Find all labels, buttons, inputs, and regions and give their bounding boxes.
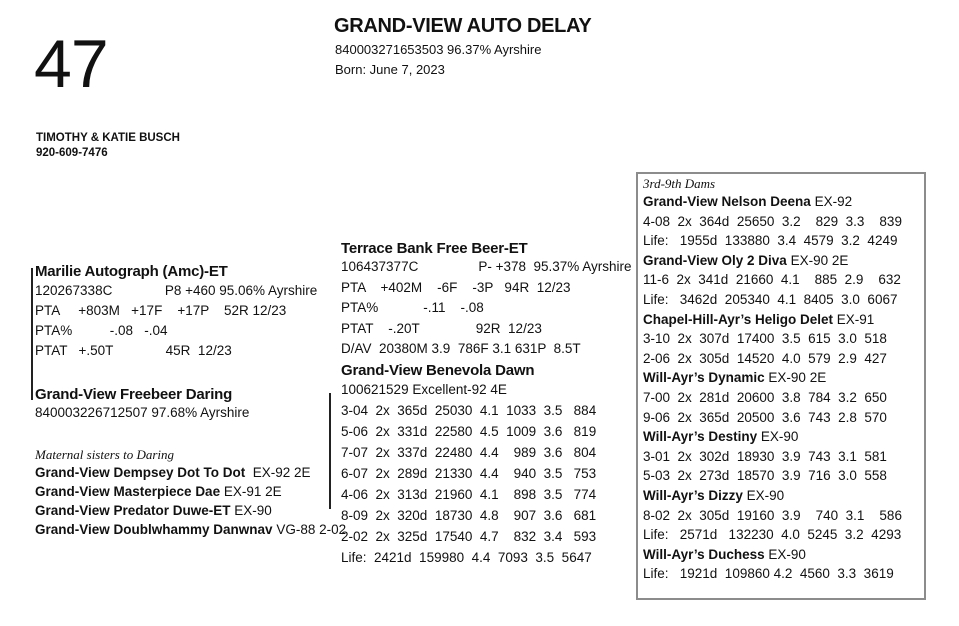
- dams-sire-line: PTA +402M -6F -3P 94R 12/23: [341, 279, 571, 295]
- animal-name: GRAND-VIEW AUTO DELAY: [334, 15, 592, 37]
- sire-line: PTAT +.50T 45R 12/23: [35, 343, 232, 358]
- dams-sire-line: PTAT -.20T 92R 12/23: [341, 320, 542, 336]
- sire-name: Marilie Autograph (Amc)-ET: [35, 263, 228, 280]
- second-dam-id-line: 100621529 Excellent-92 4E: [341, 382, 507, 397]
- sister-score: EX-92 2E: [245, 465, 311, 480]
- record-row: 2-06 2x 305d 14520 4.0 579 2.9 427: [643, 350, 887, 366]
- dam-entry-score: EX-90 2E: [786, 252, 849, 268]
- sister-name: Grand-View Predator Duwe-ET: [35, 503, 231, 518]
- dam-entry-score: EX-90: [757, 429, 799, 445]
- record-row: 5-03 2x 273d 18570 3.9 716 3.0 558: [643, 468, 887, 484]
- animal-born: Born: June 7, 2023: [335, 62, 445, 77]
- owner-phone: 920-609-7476: [36, 147, 108, 159]
- animal-id-line: 840003271653503 96.37% Ayrshire: [335, 42, 542, 57]
- record-row: 5-06 2x 331d 22580 4.5 1009 3.6 819: [341, 424, 597, 439]
- record-row: 3-04 2x 365d 25030 4.1 1033 3.5 884: [341, 403, 597, 418]
- dam-entry-score: EX-91: [833, 311, 875, 327]
- record-row: Life: 1955d 133880 3.4 4579 3.2 4249: [643, 233, 898, 249]
- second-dam-name: Grand-View Benevola Dawn: [341, 362, 535, 379]
- sister-name: Grand-View Masterpiece Dae: [35, 484, 221, 499]
- dam-entry-score: EX-90: [742, 487, 785, 503]
- dam-entry-name: Grand-View Nelson Deena: [643, 194, 811, 209]
- dams-sire-block: [341, 240, 632, 360]
- record-row: 6-07 2x 289d 21330 4.4 940 3.5 753: [341, 466, 597, 481]
- dams-sire-line: 106437377C P- +378 95.37% Ayrshire: [341, 259, 632, 274]
- record-row: 3-01 2x 302d 18930 3.9 743 3.1 581: [643, 448, 887, 464]
- dam-entry-title: [643, 545, 902, 565]
- owner-block: [36, 131, 180, 161]
- pedigree-bracket-middle: [329, 393, 331, 509]
- dam-entry-title: [643, 486, 902, 506]
- dam-entry-score: EX-92: [810, 194, 853, 209]
- record-row: 4-06 2x 313d 21960 4.1 898 3.5 774: [341, 487, 597, 502]
- record-row: 4-08 2x 364d 25650 3.2 829 3.3 839: [643, 213, 902, 229]
- sire-block: [35, 263, 317, 361]
- dam-entry-name: Will-Ayr’s Duchess: [643, 546, 765, 562]
- sire-line: PTA% -.08 -.04: [35, 323, 168, 338]
- dam-block: [35, 386, 249, 423]
- sister-item: [35, 463, 346, 482]
- record-row: 8-09 2x 320d 18730 4.8 907 3.6 681: [341, 508, 597, 523]
- dam-id-line: 840003226712507 97.68% Ayrshire: [35, 405, 250, 420]
- record-row: 3-10 2x 307d 17400 3.5 615 3.0 518: [643, 331, 887, 347]
- record-row: Life: 1921d 109860 4.2 4560 3.3 3619: [643, 566, 894, 582]
- sister-name: Grand-View Dempsey Dot To Dot: [35, 465, 246, 480]
- record-row: Life: 2421d 159980 4.4 7093 3.5 5647: [341, 550, 592, 565]
- dam-entry-name: Chapel-Hill-Ayr’s Heligo Delet: [643, 311, 834, 327]
- dam-entry-title: [643, 427, 902, 447]
- dam-entry-title: [643, 310, 902, 330]
- dam-name: Grand-View Freebeer Daring: [35, 386, 233, 403]
- dams-box-content: [643, 175, 902, 584]
- sister-score: EX-90: [230, 503, 272, 518]
- dam-entry-title: [643, 192, 902, 212]
- maternal-sisters-heading: Maternal sisters to Daring: [35, 447, 175, 462]
- record-row: Life: 3462d 205340 4.1 8405 3.0 6067: [643, 291, 898, 307]
- dam-entry-name: Grand-View Oly 2 Diva: [643, 252, 787, 268]
- maternal-sisters: [35, 447, 346, 539]
- record-row: 11-6 2x 341d 21660 4.1 885 2.9 632: [643, 272, 901, 288]
- sire-line: PTA +803M +17F +17P 52R 12/23: [35, 303, 287, 318]
- sire-line: 120267338C P8 +460 95.06% Ayrshire: [35, 283, 318, 298]
- record-row: Life: 2571d 132230 4.0 5245 3.2 4293: [643, 527, 902, 543]
- dam-entry-name: Will-Ayr’s Dizzy: [643, 487, 743, 503]
- dam-entry-title: [643, 368, 902, 388]
- record-row: 9-06 2x 365d 20500 3.6 743 2.8 570: [643, 409, 887, 425]
- dams-box-heading: 3rd-9th Dams: [643, 176, 716, 191]
- sister-item: [35, 520, 346, 539]
- dam-entry-title: [643, 251, 902, 271]
- owner-name: TIMOTHY & KATIE BUSCH: [36, 132, 180, 144]
- pedigree-bracket-left: [31, 268, 33, 400]
- sister-name: Grand-View Doublwhammy Danwnav: [35, 522, 273, 537]
- sister-score: EX-91 2E: [220, 484, 282, 499]
- dams-sire-line: D/AV 20380M 3.9 786F 3.1 631P 8.5T: [341, 341, 581, 356]
- record-row: 8-02 2x 305d 19160 3.9 740 3.1 586: [643, 507, 902, 523]
- dam-entry-score: EX-90 2E: [764, 370, 827, 386]
- sister-score: VG-88 2-02: [272, 522, 347, 537]
- record-row: 7-00 2x 281d 20600 3.8 784 3.2 650: [643, 389, 887, 405]
- dam-entry-score: EX-90: [764, 546, 806, 562]
- lot-number: 47: [34, 26, 108, 102]
- dam-entry-name: Will-Ayr’s Destiny: [643, 429, 758, 445]
- record-row: 2-02 2x 325d 17540 4.7 832 3.4 593: [341, 529, 597, 544]
- dam-entry-name: Will-Ayr’s Dynamic: [643, 370, 765, 386]
- second-dam-block: [341, 362, 596, 568]
- sister-item: [35, 482, 346, 501]
- dams-sire-name: Terrace Bank Free Beer-ET: [341, 240, 528, 257]
- sister-item: [35, 501, 346, 520]
- dams-sire-line: PTA% -.11 -.08: [341, 300, 484, 315]
- record-row: 7-07 2x 337d 22480 4.4 989 3.6 804: [341, 445, 597, 460]
